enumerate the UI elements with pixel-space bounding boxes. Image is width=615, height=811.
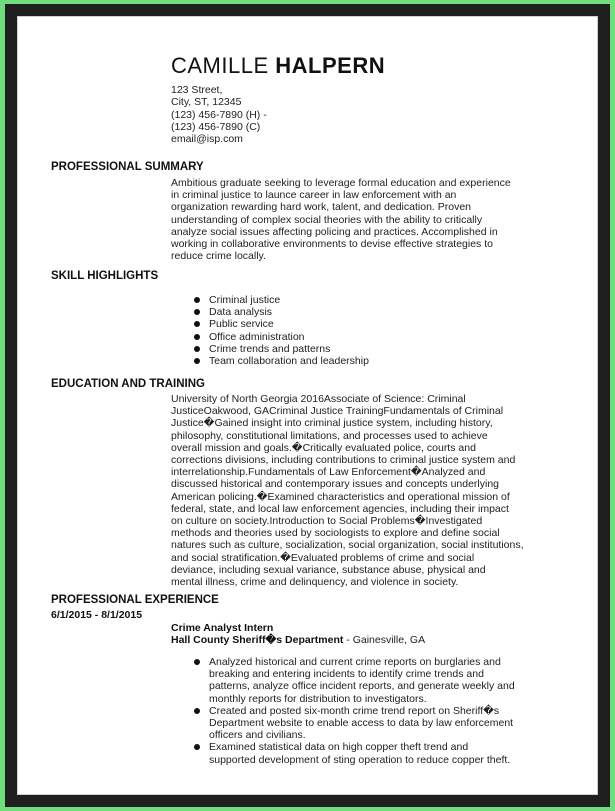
experience-bullets bbox=[190, 656, 515, 766]
bullet-icon bbox=[194, 297, 200, 303]
skill-item bbox=[190, 318, 369, 330]
bullet-line: Analyzed historical and current crime reports on burglaries and bbox=[209, 656, 501, 668]
document-frame bbox=[5, 4, 610, 807]
bullet-icon bbox=[194, 708, 200, 714]
education-line: mental illness, crime and delinquency, and violence in society. bbox=[171, 576, 459, 589]
skill-label: Team collaboration and leadership bbox=[209, 355, 369, 368]
contact-email: email@isp.com bbox=[171, 133, 243, 146]
education-line: discussed historical and contemporary issues and concepts underlying bbox=[171, 478, 500, 491]
job-location: - Gainesville, GA bbox=[343, 634, 426, 646]
education-heading: EDUCATION AND TRAINING bbox=[51, 378, 205, 390]
bullet-line: Created and posted six-month crime trend report on Sheriff�s bbox=[209, 704, 500, 717]
education-line: philosophy, constitutional limitations, and processes used to achieve bbox=[171, 429, 488, 442]
summary-line: understanding of complex social theories with the ability to critically bbox=[171, 213, 483, 226]
education-line: on culture on society.Introduction to Social Problems�Investigated bbox=[171, 515, 483, 528]
skill-label: Data analysis bbox=[209, 306, 273, 319]
contact-block bbox=[171, 84, 267, 145]
summary-line: Ambitious graduate seeking to leverage formal education and experience bbox=[171, 177, 511, 189]
experience-bullet bbox=[190, 741, 515, 765]
education-line: deviance, including sexual variance, substance abuse, physical and bbox=[171, 563, 486, 576]
education-line: interrelationship.Fundamentals of Law Enforcement�Analyzed and bbox=[171, 466, 486, 479]
bullet-icon bbox=[194, 334, 200, 340]
education-line: University of North Georgia 2016Associate of Science: Criminal bbox=[171, 393, 466, 405]
employer-name: Hall County Sheriff�s Department bbox=[171, 634, 344, 646]
education-line: JusticeOakwood, GACriminal Justice TrainingFundamentals of Criminal bbox=[171, 405, 504, 418]
bullet-line: patterns, analyze office incident reports, and generate weekly and bbox=[209, 680, 515, 693]
skill-label: Public service bbox=[209, 318, 274, 331]
summary-line: analyze social issues affecting policing and practices. Accomplished in bbox=[171, 225, 498, 238]
skill-item bbox=[190, 294, 369, 306]
skill-label: Office administration bbox=[209, 330, 305, 343]
bullet-line: Examined statistical data on high copper theft trend and bbox=[209, 741, 469, 754]
experience-bullet bbox=[190, 705, 515, 742]
bullet-line: Department website to enable access to data by law enforcement bbox=[209, 717, 514, 730]
contact-home-phone: (123) 456-7890 (H) - bbox=[171, 108, 267, 121]
contact-city: City, ST, 12345 bbox=[171, 96, 242, 109]
bullet-icon bbox=[194, 659, 200, 665]
bullet-icon bbox=[194, 346, 200, 352]
education-line: federal, state, and local law enforcement agencies, including their impact bbox=[171, 502, 509, 515]
bullet-icon bbox=[194, 309, 200, 315]
education-line: and social stratification.�Evaluated problems of crime and social bbox=[171, 551, 475, 564]
education-line: Justice�Gained insight into criminal justice system, including history, bbox=[171, 417, 493, 430]
summary-line: working in collaborative environments to devise effective strategies to bbox=[171, 238, 493, 251]
education-line: methods and theories used by sociologists to explore and define social bbox=[171, 527, 500, 540]
bullet-line: monthly reports for distribution to investigators. bbox=[209, 692, 427, 705]
summary-line: organization rewarding hard work, talent, and dedication. Proven bbox=[171, 201, 472, 214]
experience-heading: PROFESSIONAL EXPERIENCE bbox=[51, 594, 219, 606]
skill-label: Criminal justice bbox=[209, 294, 281, 306]
experience-bullet bbox=[190, 656, 515, 705]
education-line: overall mission and goals.�Critically evaluated police, courts and bbox=[171, 441, 476, 454]
education-text bbox=[171, 393, 571, 588]
skills-heading: SKILL HIGHLIGHTS bbox=[51, 270, 159, 282]
employer-line bbox=[171, 634, 425, 646]
skill-label: Crime trends and patterns bbox=[209, 342, 331, 355]
bullet-icon bbox=[194, 744, 200, 750]
bullet-line: officers and civilians. bbox=[209, 729, 306, 742]
skills-list bbox=[190, 294, 369, 367]
education-line: natures such as culture, socialization, social organization, social institutions, bbox=[171, 539, 524, 552]
summary-heading: PROFESSIONAL SUMMARY bbox=[51, 161, 204, 173]
skill-item bbox=[190, 343, 369, 355]
skill-item bbox=[190, 306, 369, 318]
bullet-icon bbox=[194, 358, 200, 364]
summary-line: in criminal justice to launce career in law enforcement with an bbox=[171, 189, 457, 202]
bullet-line: supported development of sting operation to reduce copper theft. bbox=[209, 753, 511, 766]
job-date-range: 6/1/2015 - 8/1/2015 bbox=[51, 609, 143, 621]
education-line: American policing.�Examined characteristics and operational mission of bbox=[171, 490, 510, 503]
first-name: CAMILLE bbox=[171, 53, 269, 78]
education-line: corrections divisions, including contributions to criminal justice system and bbox=[171, 454, 516, 467]
skill-item bbox=[190, 355, 369, 367]
summary-line: reduce crime locally. bbox=[171, 250, 266, 263]
skill-item bbox=[190, 331, 369, 343]
job-title: Crime Analyst Intern bbox=[171, 622, 274, 634]
resume-page bbox=[17, 16, 598, 795]
bullet-icon bbox=[194, 321, 200, 327]
contact-street: 123 Street, bbox=[171, 84, 223, 96]
last-name: HALPERN bbox=[275, 53, 386, 78]
bullet-line: breaking and entering incidents to identify crime trends and bbox=[209, 668, 484, 681]
contact-cell-phone: (123) 456-7890 (C) bbox=[171, 120, 261, 133]
summary-text bbox=[171, 177, 571, 262]
resume-name bbox=[171, 53, 385, 79]
